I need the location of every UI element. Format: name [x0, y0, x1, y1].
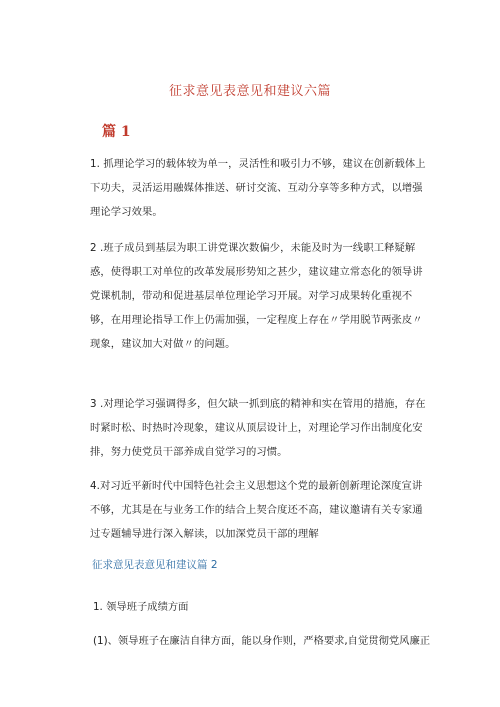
- list-item-2: (1)、领导班子在廉洁自律方面，能以身作则，严格要求,自觉贯彻党风廉正: [93, 635, 431, 647]
- list-item-1: 1. 领导班子成绩方面: [93, 601, 189, 613]
- paragraph-3: 3 .对理论学习强调得多，但欠缺一抓到底的精神和实在管用的措施，存在时紧时松、时热时冷现象，建议从顶层设计上，对理论学习作出制度化安排，努力使党员干部养成自觉学习的习惯。: [90, 398, 426, 458]
- paragraph-1: 1. 抓理论学习的载体较为单一，灵活性和吸引力不够，建议在创新载体上下功夫，灵活运用融媒体推送、研讨交流、互动分享等多种方式，以增强理论学习效果。: [90, 158, 426, 218]
- document-title: 征求意见表意见和建议六篇: [168, 84, 331, 99]
- paragraph-2: 2 .班子成员到基层为职工讲党课次数偏少，未能及时为一线职工释疑解惑，使得职工对单位的改革发展形势知之甚少，建议建立常态化的领导讲党课机制，带动和促进基层单位理论学习开展。对学习成果转化重视不够，在用理论指导工作上仍需加强，一定程度上存在〃学用脱节两张皮〃现象，建议加大对做〃的问题。: [90, 242, 423, 350]
- section-heading-1: 篇 1: [102, 124, 131, 140]
- section-heading-2: 征求意见表意见和建议篇 2: [92, 559, 218, 571]
- paragraph-4: 4.对习近平新时代中国特色社会主义思想这个党的最新创新理论深度宣讲不够，尤其是在与业务工作的结合上契合度还不高，建议邀请有关专家通过专题辅导进行深入解读，以加深党员干部的理解: [90, 480, 423, 540]
